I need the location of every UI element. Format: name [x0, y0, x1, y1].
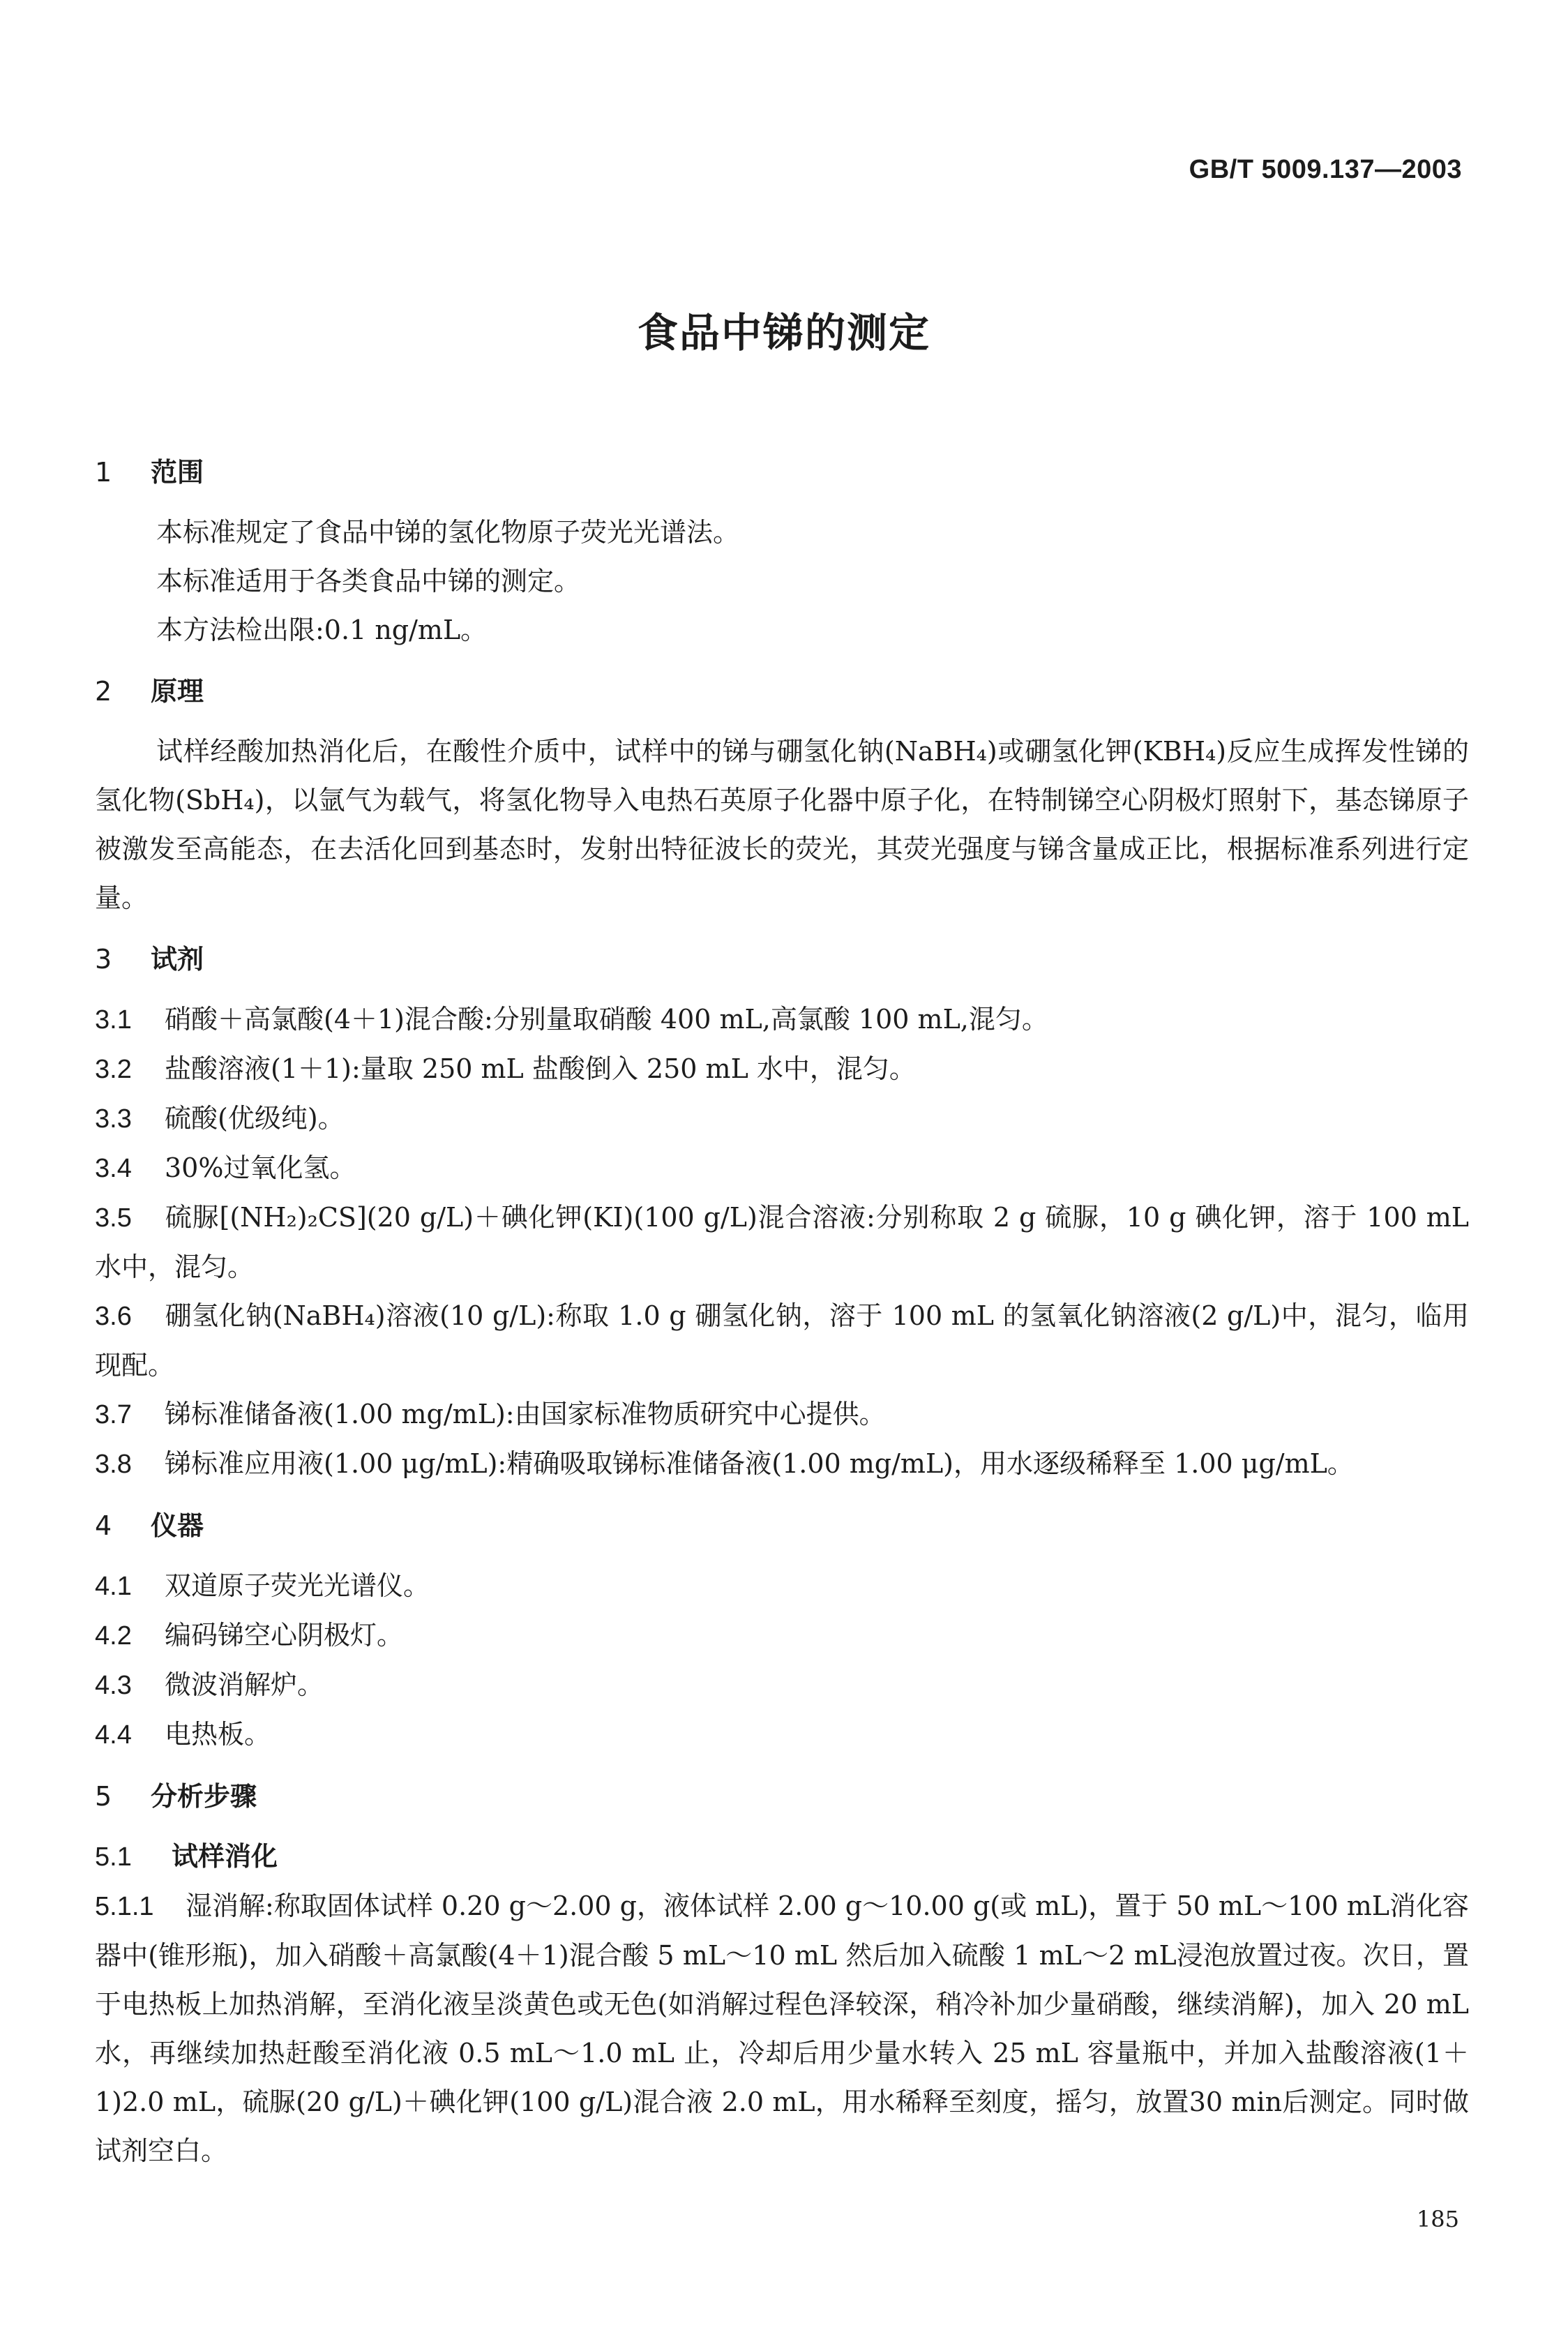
section-heading-3: [95, 933, 1469, 985]
item-number: 4.2: [95, 1621, 132, 1651]
item-text: 30%过氧化氢。: [165, 1152, 356, 1183]
reagent-item: [95, 1094, 1469, 1143]
item-number: 4.1: [95, 1572, 132, 1601]
scope-line: 本标准适用于各类食品中锑的测定。: [156, 566, 581, 596]
page-number: 185: [1416, 2206, 1459, 2232]
instrument-item: [95, 1710, 1469, 1759]
reagent-item: [95, 1439, 1469, 1489]
item-text: 编码锑空心阴极灯。: [165, 1620, 404, 1651]
item-number: 3.5: [95, 1203, 132, 1233]
subsection-heading: [95, 1832, 1469, 1881]
item-number: 3.1: [95, 1005, 132, 1035]
reagent-item: [95, 1193, 1469, 1291]
item-number: 3.2: [95, 1055, 132, 1084]
section-title: 范围: [151, 457, 204, 488]
item-number: 5.1.1: [95, 1892, 154, 1921]
reagent-item: [95, 995, 1469, 1044]
instrument-item: [95, 1561, 1469, 1611]
document-body: [95, 446, 1469, 2175]
item-text: 硼氢化钠(NaBH₄)溶液(10 g/L):称取 1.0 g 硼氢化钠，溶于 100 mL 的氢氧化钠溶液(2 g/L)中，混匀，临用现配。: [95, 1300, 1469, 1381]
procedure-item: [95, 1881, 1469, 2175]
item-number: 4.3: [95, 1671, 132, 1700]
reagent-item: [95, 1044, 1469, 1094]
item-number: 4.4: [95, 1720, 132, 1750]
item-text: 电热板。: [165, 1719, 271, 1750]
reagent-item: [95, 1390, 1469, 1439]
section-title: 分析步骤: [151, 1781, 257, 1812]
instrument-item: [95, 1611, 1469, 1660]
item-text: 硫脲[(NH₂)₂CS](20 g/L)＋碘化钾(KI)(100 g/L)混合溶液:分别称取 2 g 硫脲，10 g 碘化钾，溶于 100 mL 水中，混匀。: [95, 1202, 1469, 1282]
principle-paragraph: 试样经酸加热消化后，在酸性介质中，试样中的锑与硼氢化钠(NaBH₄)或硼氢化钾(KBH₄)反应生成挥发性锑的氢化物(SbH₄)，以氩气为载气，将氢化物导入电热石英原子化器中原子化，在特制锑空心阴极灯照射下，基态锑原子被激发至高能态，在去活化回到基态时，发射出特征波长的荧光，其荧光强度与锑含量成正比，根据标准系列进行定量。: [95, 736, 1469, 913]
item-number: 3.7: [95, 1400, 132, 1429]
item-number: 3.4: [95, 1154, 132, 1183]
scope-line: 本方法检出限:0.1 ng/mL。: [156, 615, 488, 645]
section-title: 原理: [151, 676, 204, 707]
section-heading-2: [95, 666, 1469, 717]
item-number: 3.3: [95, 1104, 132, 1134]
instrument-item: [95, 1660, 1469, 1710]
section-number: 3: [95, 944, 112, 975]
item-text: 硝酸＋高氯酸(4＋1)混合酸:分别量取硝酸 400 mL,高氯酸 100 mL,混匀。: [165, 1004, 1048, 1035]
scope-line: 本标准规定了食品中锑的氢化物原子荧光光谱法。: [156, 517, 740, 548]
section-heading-4: [95, 1500, 1469, 1552]
item-text: 硫酸(优级纯)。: [165, 1103, 345, 1134]
standard-code: GB/T 5009.137—2003: [1189, 155, 1462, 184]
section-title: 仪器: [151, 1510, 204, 1541]
section-number: 2: [95, 676, 112, 707]
section-heading-1: [95, 446, 1469, 498]
item-text: 微波消解炉。: [165, 1669, 324, 1700]
item-text: 锑标准应用液(1.00 μg/mL):精确吸取锑标准储备液(1.00 mg/mL)，用水逐级稀释至 1.00 μg/mL。: [165, 1448, 1354, 1479]
item-number: 3.8: [95, 1450, 132, 1479]
reagent-item: [95, 1143, 1469, 1193]
document-title: 食品中锑的测定: [637, 309, 930, 356]
item-text: 湿消解:称取固体试样 0.20 g～2.00 g，液体试样 2.00 g～10.00 g(或 mL)，置于 50 mL～100 mL消化容器中(锥形瓶)，加入硝酸＋高氯酸(4＋1)混合酸 5 mL～10 mL 然后加入硫酸 1 mL～2 mL浸泡放置过夜。次日，置于电热板上加热消解，至消化液呈淡黄色或无色(如消解过程色泽较深，稍冷补加少量硝酸，继续消解)，加入 20 mL 水，再继续加热赶酸至消化液 0.5 mL～1.0 mL 止，冷却后用少量水转入 25 mL 容量瓶中，并加入盐酸溶液(1＋1)2.0 mL，硫脲(20 g/L)＋碘化钾(100 g/L)混合液 2.0 mL，用水稀释至刻度，摇匀，放置30 min后测定。同时做试剂空白。: [95, 1891, 1469, 2166]
section-heading-5: [95, 1771, 1469, 1822]
section-number: 1: [95, 457, 112, 488]
item-text: 锑标准储备液(1.00 mg/mL):由国家标准物质研究中心提供。: [165, 1399, 886, 1429]
subsection-number: 5.1: [95, 1842, 132, 1872]
item-text: 双道原子荧光光谱仪。: [165, 1570, 430, 1601]
reagent-item: [95, 1291, 1469, 1390]
item-text: 盐酸溶液(1＋1):量取 250 mL 盐酸倒入 250 mL 水中，混匀。: [165, 1053, 916, 1084]
section-number: 4: [95, 1510, 112, 1541]
section-title: 试剂: [151, 944, 204, 975]
item-number: 3.6: [95, 1302, 132, 1331]
subsection-title: 试样消化: [172, 1841, 278, 1872]
section-number: 5: [95, 1781, 112, 1812]
